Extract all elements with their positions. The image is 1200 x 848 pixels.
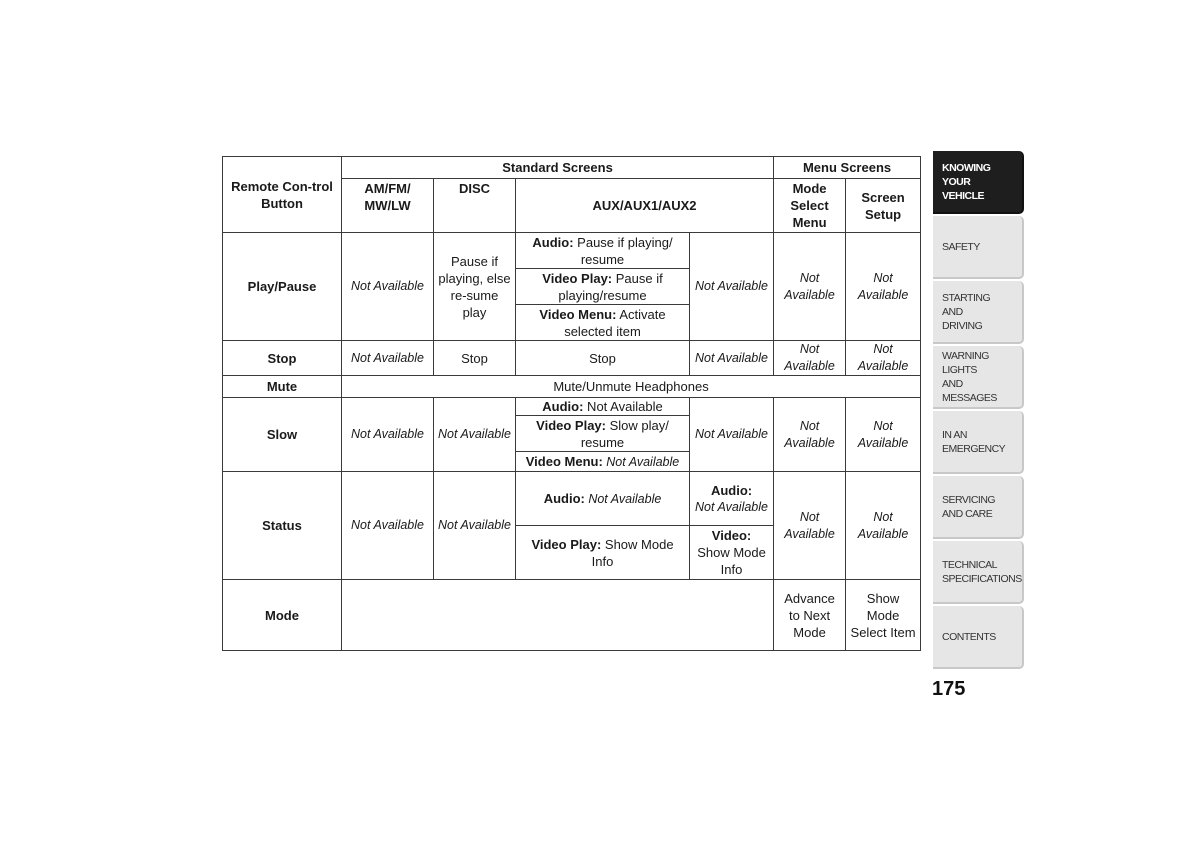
- header-menu-screens: Menu Screens: [774, 157, 921, 179]
- slow-screen-setup: Not Available: [846, 398, 921, 472]
- status-aux-video-play: Video Play: Show Mode Info: [516, 526, 690, 580]
- play-aux-video-menu: Video Menu: Activate selected item: [516, 305, 690, 341]
- play-aux-video-play: Video Play: Pause if playing/resume: [516, 269, 690, 305]
- play-aux-audio: Audio: Pause if playing/ resume: [516, 233, 690, 269]
- status-aux2-video: Video: Show Mode Info: [690, 526, 774, 580]
- row-label-play-pause: Play/Pause: [223, 233, 342, 341]
- mode-screen-setup: Show Mode Select Item: [846, 580, 921, 651]
- tab-in-an-emergency[interactable]: IN AN EMERGENCY: [933, 411, 1024, 474]
- tab-contents[interactable]: CONTENTS: [933, 606, 1024, 669]
- slow-amfm: Not Available: [342, 398, 434, 472]
- tab-warning-lights[interactable]: WARNING LIGHTS AND MESSAGES: [933, 346, 1024, 409]
- header-mode-select-menu: Mode Select Menu: [774, 179, 846, 233]
- slow-aux-video-play: Video Play: Slow play/ resume: [516, 416, 690, 452]
- row-label-mode: Mode: [223, 580, 342, 651]
- tab-safety[interactable]: SAFETY: [933, 216, 1024, 279]
- mute-value: Mute/Unmute Headphones: [342, 376, 921, 398]
- mode-mode-select: Advance to Next Mode: [774, 580, 846, 651]
- status-disc: Not Available: [434, 472, 516, 580]
- stop-screen-setup: Not Available: [846, 341, 921, 376]
- play-mode-select: Not Available: [774, 233, 846, 341]
- chapter-tabs: [933, 151, 1024, 671]
- slow-disc: Not Available: [434, 398, 516, 472]
- stop-aux: Stop: [516, 341, 690, 376]
- stop-aux2: Not Available: [690, 341, 774, 376]
- header-standard-screens: Standard Screens: [342, 157, 774, 179]
- play-disc: Pause if playing, else re-sume play: [434, 233, 516, 341]
- tab-servicing-and-care[interactable]: SERVICING AND CARE: [933, 476, 1024, 539]
- status-amfm: Not Available: [342, 472, 434, 580]
- mode-standard-empty: [342, 580, 774, 651]
- header-amfm: AM/FM/ MW/LW: [342, 179, 434, 233]
- status-mode-select: Not Available: [774, 472, 846, 580]
- header-remote-control-button: Remote Con-trol Button: [223, 157, 342, 233]
- status-aux-audio: Audio: Not Available: [516, 472, 690, 526]
- play-amfm: Not Available: [342, 233, 434, 341]
- slow-aux-video-menu: Video Menu: Not Available: [516, 452, 690, 472]
- tab-starting-and-driving[interactable]: STARTING AND DRIVING: [933, 281, 1024, 344]
- row-label-status: Status: [223, 472, 342, 580]
- header-disc: DISC: [434, 179, 516, 233]
- tab-technical-specifications[interactable]: TECHNICAL SPECIFICATIONS: [933, 541, 1024, 604]
- header-screen-setup: Screen Setup: [846, 179, 921, 233]
- page-number: 175: [932, 678, 966, 700]
- status-screen-setup: Not Available: [846, 472, 921, 580]
- tab-knowing-your-vehicle[interactable]: KNOWING YOUR VEHICLE: [933, 151, 1024, 214]
- row-label-stop: Stop: [223, 341, 342, 376]
- play-aux2: Not Available: [690, 233, 774, 341]
- slow-aux2: Not Available: [690, 398, 774, 472]
- row-label-slow: Slow: [223, 398, 342, 472]
- stop-amfm: Not Available: [342, 341, 434, 376]
- stop-disc: Stop: [434, 341, 516, 376]
- row-label-mute: Mute: [223, 376, 342, 398]
- header-aux: AUX/AUX1/AUX2: [516, 179, 774, 233]
- slow-mode-select: Not Available: [774, 398, 846, 472]
- status-aux2-audio: Audio: Not Available: [690, 472, 774, 526]
- play-screen-setup: Not Available: [846, 233, 921, 341]
- remote-control-table: [222, 156, 921, 651]
- stop-mode-select: Not Available: [774, 341, 846, 376]
- slow-aux-audio: Audio: Not Available: [516, 398, 690, 416]
